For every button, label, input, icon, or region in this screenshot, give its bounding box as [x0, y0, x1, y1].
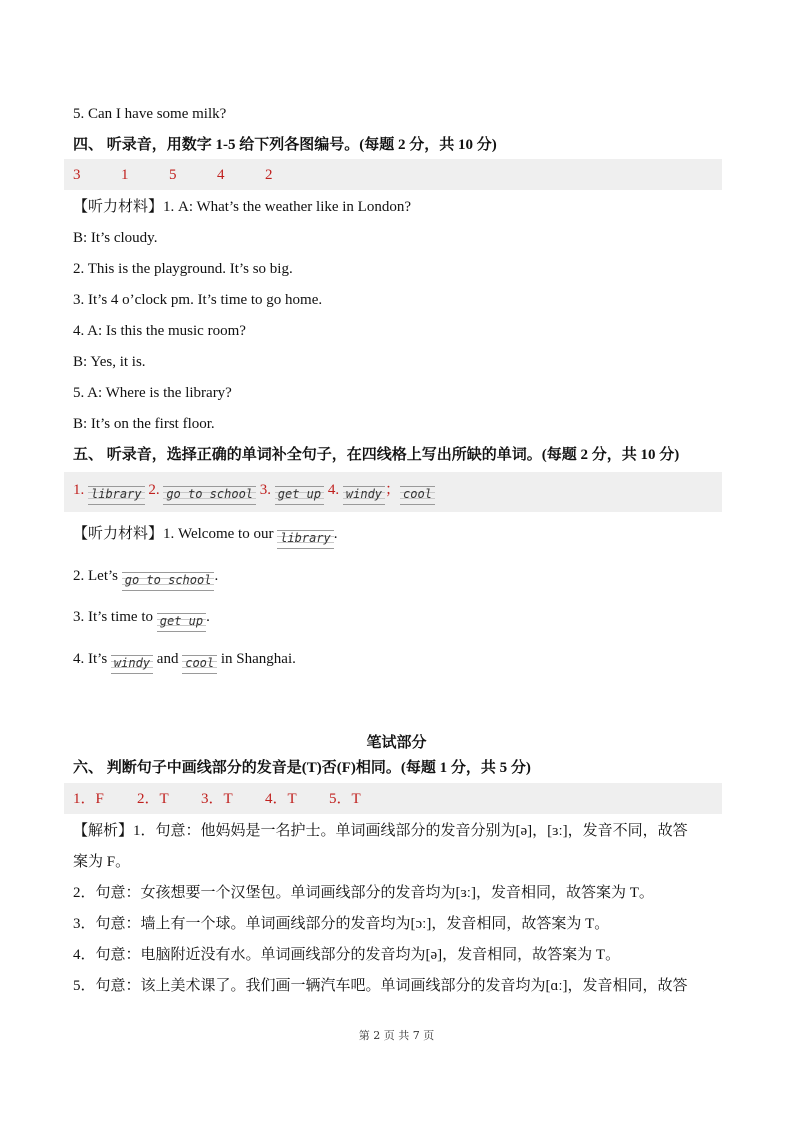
material-line: 2. This is the playground. It’s so big. [73, 261, 293, 277]
material-line [73, 649, 296, 674]
sentence-text: . [333, 526, 338, 542]
material-text: 1. A: What’s the weather like in London? [163, 199, 412, 215]
separator: ； [385, 482, 401, 498]
handwritten-word: cool [182, 652, 217, 674]
answer-number: 3. [259, 482, 272, 498]
section-6-heading: 六、 判断句子中画线部分的发音是(T)否(F)相同。(每题 1 分，共 5 分) [73, 760, 531, 776]
section-5-heading: 五、 听录音，选择正确的单词补全句子，在四线格上写出所缺的单词。(每题 2 分，共 10 分) [73, 447, 680, 463]
handwritten-word: library [277, 527, 334, 549]
sentence-text: 2. Let’s [73, 568, 118, 584]
handwritten-word: get up [157, 610, 206, 632]
analysis-line: 4．句意：电脑附近没有水。单词画线部分的发音均为[ə]，发音相同，故答案为 T。 [73, 947, 621, 963]
material-line [73, 607, 210, 632]
written-part-title: 笔试部分 [366, 735, 427, 751]
answer: 2．T [137, 791, 169, 807]
analysis-line: 【解析】1．句意：他妈妈是一名护士。单词画线部分的发音分别为[ə]，[ɜː]，发音不同，故答 [73, 823, 688, 839]
answer: 2 [265, 167, 273, 183]
handwritten-word: go to school [122, 569, 215, 591]
material-line [73, 197, 411, 217]
material-line: B: It’s on the first floor. [73, 416, 215, 432]
section-4-answers [73, 165, 273, 185]
section-4-heading: 四、 听录音，用数字 1-5 给下列各图编号。(每题 2 分，共 10 分) [73, 137, 497, 153]
sentence-text: and [156, 651, 179, 667]
section-5-answers [73, 480, 435, 505]
page-footer: 第 2 页 共 7 页 [358, 1029, 435, 1042]
answer: 4．T [265, 791, 297, 807]
analysis-line: 5．句意：该上美术课了。我们画一辆汽车吧。单词画线部分的发音均为[ɑː]，发音相同，故答 [73, 978, 688, 994]
answer: 3 [73, 167, 81, 183]
material-label: 【听力材料】 [73, 199, 164, 215]
handwritten-answer: library [88, 483, 145, 505]
answer: 4 [217, 167, 225, 183]
sentence-text: . [214, 568, 219, 584]
answer: 5．T [329, 791, 361, 807]
answer: 3．T [201, 791, 233, 807]
sentence-text: 3. It’s time to [73, 609, 153, 625]
sentence-text: . [206, 609, 210, 625]
handwritten-answer: go to school [163, 483, 256, 505]
handwritten-word: windy [111, 652, 153, 674]
answer-number: 4. [327, 482, 340, 498]
analysis-line: 2．句意：女孩想要一个汉堡包。单词画线部分的发音均为[ɜː]，发音相同，故答案为 T。 [73, 885, 654, 901]
material-line: 5. A: Where is the library? [73, 385, 232, 401]
handwritten-answer: cool [400, 483, 435, 505]
sentence-text: 4. It’s [73, 651, 108, 667]
material-line: B: Yes, it is. [73, 354, 146, 370]
analysis-line: 3．句意：墙上有一个球。单词画线部分的发音均为[ɔː]，发音相同，故答案为 T。 [73, 916, 610, 932]
material-line: 3. It’s 4 o’clock pm. It’s time to go home. [73, 292, 323, 308]
answer: 1 [121, 167, 129, 183]
material-label: 【听力材料】 [73, 526, 164, 542]
handwritten-answer: get up [275, 483, 324, 505]
handwritten-answer: windy [343, 483, 385, 505]
answer: 5 [169, 167, 177, 183]
material-line: 4. A: Is this the music room? [73, 323, 246, 339]
sentence-text: in Shanghai. [220, 651, 296, 667]
answer-number: 2. [148, 482, 160, 498]
sentence-text: 1. Welcome to our [163, 526, 274, 542]
material-line [73, 566, 218, 591]
answer-number: 1. [73, 482, 85, 498]
material-line [73, 524, 338, 549]
material-line: B: It’s cloudy. [73, 230, 158, 246]
section-6-answers [73, 789, 361, 809]
answer: 1．F [73, 791, 104, 807]
analysis-line: 案为 F。 [73, 854, 131, 870]
question-line: 5. Can I have some milk? [73, 106, 227, 122]
